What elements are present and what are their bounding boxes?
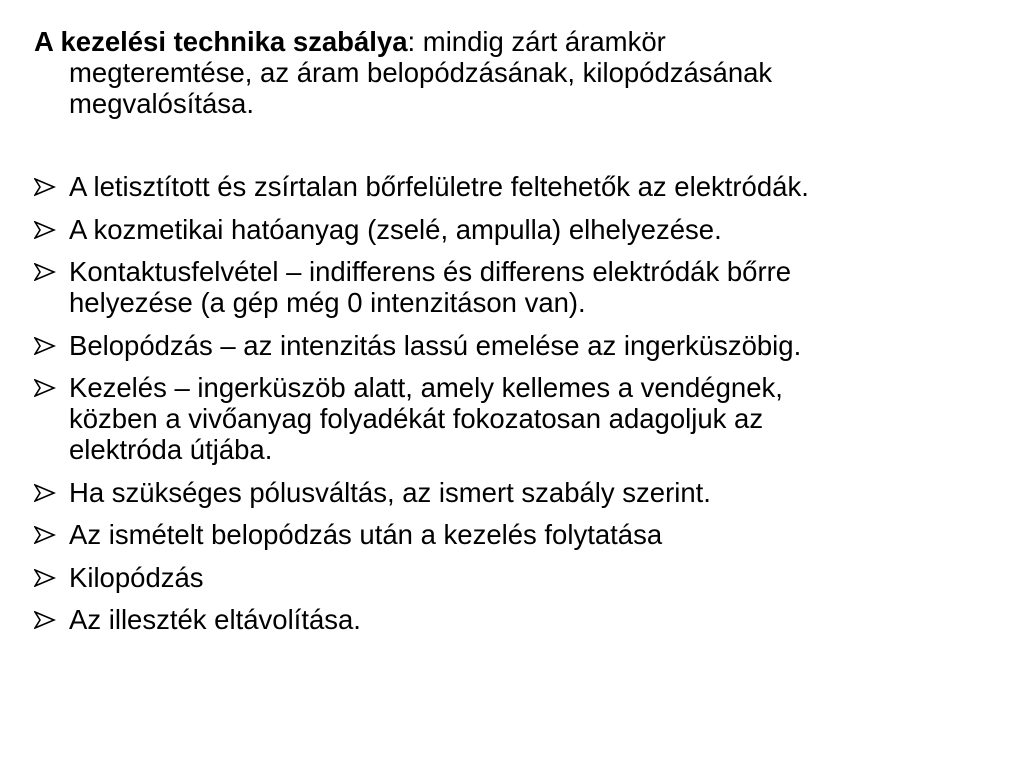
arrowhead-bullet-icon — [34, 569, 56, 587]
list-item-text: A kozmetikai hatóanyag (zselé, ampulla) elhelyezése. — [69, 213, 722, 245]
list-item-text: Ha szükséges pólusváltás, az ismert szabály szerint. — [69, 476, 711, 508]
intro-title: A kezelési technika szabálya — [34, 26, 408, 57]
list-item — [34, 477, 809, 508]
intro-text-3: megvalósítása. — [69, 88, 254, 119]
arrowhead-bullet-icon — [34, 526, 56, 544]
intro-paragraph — [34, 26, 772, 119]
list-item-text: Belopódzás – az intenzitás lassú emelése az ingerküszöbig. — [69, 329, 802, 361]
list-item-text: Kezelés – ingerküszöb alatt, amely kellemes a vendégnek, — [69, 372, 783, 403]
intro-line-1 — [34, 26, 772, 57]
list-item-text: közben a vivőanyag folyadékát fokozatosan adagoljuk az — [69, 403, 764, 434]
arrowhead-bullet-icon — [34, 484, 56, 502]
arrowhead-bullet-icon — [34, 379, 56, 397]
list-item — [34, 562, 809, 593]
list-item-text: helyezése (a gép még 0 intenzitáson van). — [69, 287, 586, 318]
list-item — [34, 330, 809, 361]
intro-text-1: : mindig zárt áramkör — [407, 26, 666, 57]
intro-text-2: megteremtése, az áram belopódzásának, kilopódzásának — [69, 57, 773, 88]
arrowhead-bullet-icon — [34, 611, 56, 629]
list-item-text: elektróda útjába. — [69, 434, 273, 465]
list-item — [34, 214, 809, 245]
arrowhead-bullet-icon — [34, 178, 56, 196]
arrowhead-bullet-icon — [34, 263, 56, 281]
list-item-text: A letisztított és zsírtalan bőrfelületre feltehetők az elektródák. — [69, 171, 809, 202]
list-item — [34, 372, 809, 465]
list-item-text: Kilopódzás — [69, 561, 204, 593]
list-item — [34, 519, 809, 550]
list-item — [34, 171, 809, 202]
list-item — [34, 604, 809, 635]
arrowhead-bullet-icon — [34, 337, 56, 355]
list-item-text: Kontaktusfelvétel – indifferens és differens elektródák bőrre — [69, 256, 792, 287]
bullet-list — [34, 171, 809, 647]
list-item — [34, 256, 809, 318]
list-item-text: Az illeszték eltávolítása. — [69, 604, 361, 635]
arrowhead-bullet-icon — [34, 221, 56, 239]
list-item-text: Az ismételt belopódzás után a kezelés folytatása — [69, 519, 663, 550]
